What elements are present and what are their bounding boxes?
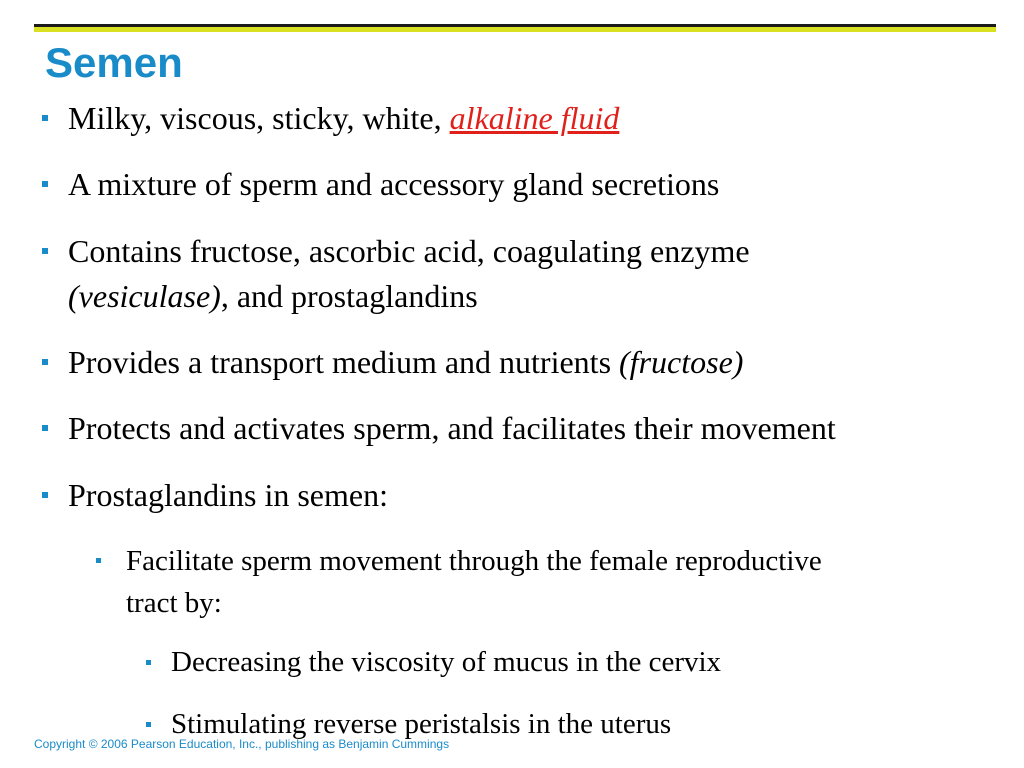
bullet-text: Contains fructose, ascorbic acid, coagulating enzyme: [68, 233, 750, 269]
bullet-marker-icon: [42, 248, 48, 254]
sub-bullet-item: [126, 540, 976, 624]
bullet-item: [68, 340, 968, 385]
bullet-text: Stimulating reverse peristalsis in the uterus: [171, 708, 672, 740]
bullet-marker-icon: [42, 115, 48, 121]
bullet-marker-icon: [42, 359, 48, 365]
bullet-text: Protects and activates sperm, and facilitates their movement: [68, 410, 836, 446]
bullet-text: Facilitate sperm movement through the female reproductive: [126, 545, 822, 577]
sub-sub-bullet-item: [171, 640, 971, 685]
bullet-text: Provides a transport medium and nutrients: [68, 344, 620, 380]
bullet-italic: (vesiculase): [68, 278, 221, 314]
bullet-text: Milky, viscous, sticky, white,: [68, 100, 450, 136]
alkaline-fluid-link[interactable]: alkaline fluid: [449, 100, 620, 136]
bullet-marker-icon: [146, 660, 151, 665]
bullet-marker-icon: [146, 722, 151, 727]
bullet-item: [68, 162, 968, 207]
bullet-marker-icon: [42, 492, 48, 498]
bullet-marker-icon: [42, 181, 48, 187]
bullet-marker-icon: [42, 425, 48, 431]
bullet-text: Prostaglandins in semen:: [68, 477, 388, 513]
bullet-item: [68, 406, 968, 451]
bullet-italic: (fructose): [619, 344, 744, 380]
top-rule-yellow: [34, 27, 996, 32]
bullet-text: , and prostaglandins: [220, 278, 478, 314]
copyright-footer: Copyright © 2006 Pearson Education, Inc., publishing as Benjamin Cummings: [34, 737, 450, 751]
bullet-item: [68, 96, 968, 141]
slide-title: Semen: [45, 39, 183, 86]
bullet-item: [68, 229, 968, 319]
bullet-marker-icon: [96, 558, 101, 563]
bullet-text: Decreasing the viscosity of mucus in the cervix: [171, 646, 722, 678]
bullet-text: tract by:: [126, 587, 222, 619]
bullet-text: A mixture of sperm and accessory gland secretions: [68, 166, 720, 202]
bullet-item: [68, 473, 968, 518]
